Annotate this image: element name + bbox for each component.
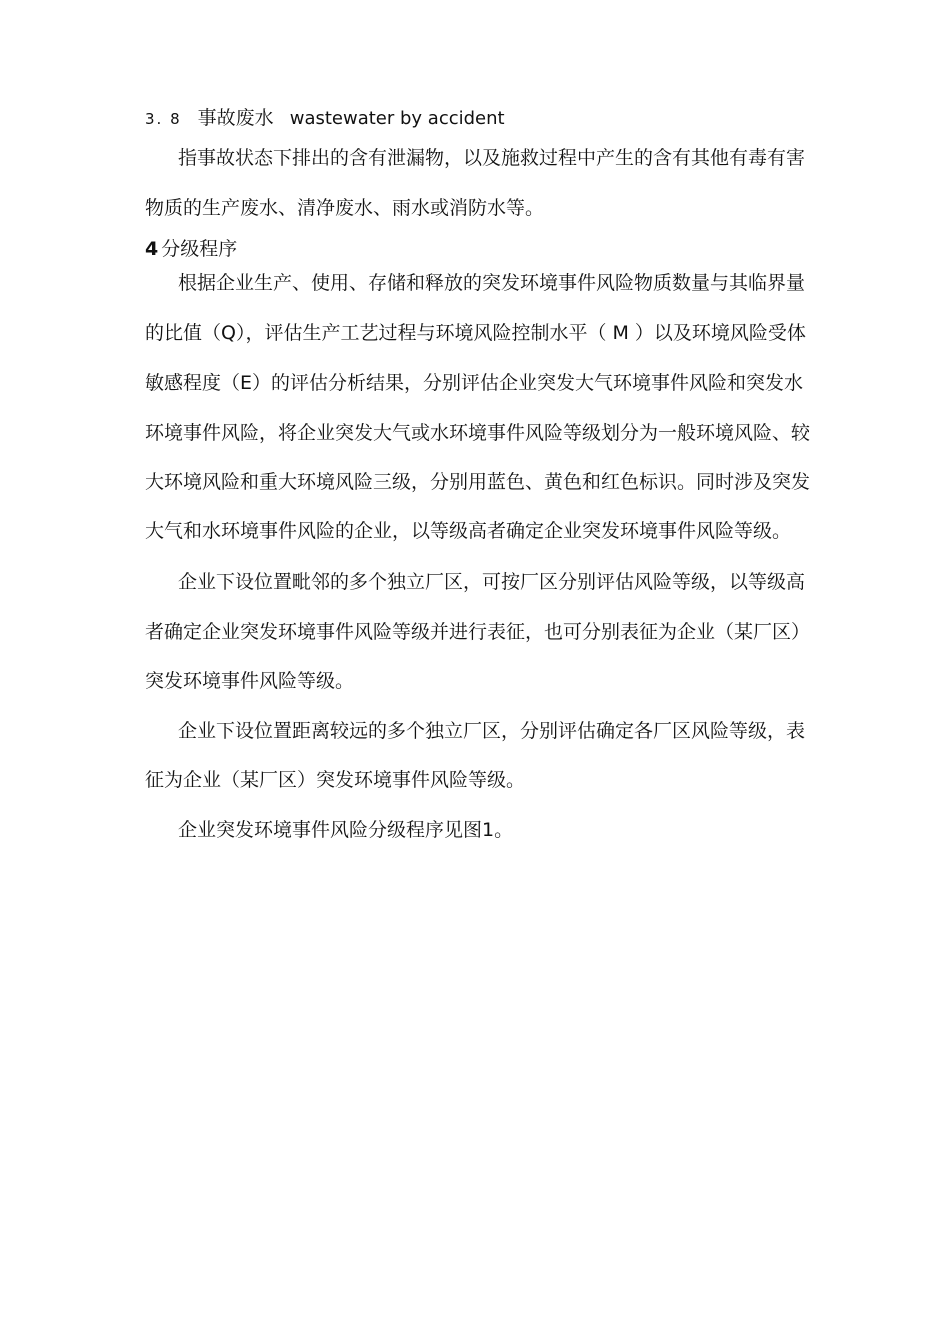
- clause-title-en: wastewater by accident: [289, 108, 505, 129]
- clause-number: 3. 8: [145, 110, 182, 128]
- paragraph-line: 敏感程度（E）的评估分析结果，分别评估企业突发大气环境事件风险和突发水: [145, 372, 804, 394]
- section-title: 分级程序: [161, 238, 238, 260]
- paragraph-line: 环境事件风险，将企业突发大气或水环境事件风险等级划分为一般环境风险、较: [145, 422, 811, 444]
- paragraph-line: 大环境风险和重大环境风险三级，分别用蓝色、黄色和红色标识。同时涉及突发: [145, 471, 811, 493]
- paragraph-line: 企业下设位置毗邻的多个独立厂区，可按厂区分别评估风险等级，以等级高: [178, 571, 806, 593]
- paragraph-line: 征为企业（某厂区）突发环境事件风险等级。: [145, 769, 526, 791]
- paragraph-line: 突发环境事件风险等级。: [145, 670, 355, 692]
- paragraph-line: 的比值（Q），评估生产工艺过程与环境风险控制水平（ M ）以及环境风险受体: [145, 322, 806, 344]
- paragraph-line: 企业下设位置距离较远的多个独立厂区，分别评估确定各厂区风险等级，表: [178, 720, 806, 742]
- clause-3-8-heading: [145, 106, 505, 131]
- paragraph-line: 企业突发环境事件风险分级程序见图1。: [178, 819, 514, 841]
- section-number: 4: [145, 238, 159, 260]
- definition-line: 物质的生产废水、清净废水、雨水或消防水等。: [145, 197, 545, 219]
- paragraph-line: 大气和水环境事件风险的企业，以等级高者确定企业突发环境事件风险等级。: [145, 520, 792, 542]
- paragraph-line: 根据企业生产、使用、存储和释放的突发环境事件风险物质数量与其临界量: [178, 272, 806, 294]
- paragraph-line: 者确定企业突发环境事件风险等级并进行表征，也可分别表征为企业（某厂区）: [145, 621, 811, 643]
- section-4-heading: [145, 237, 237, 261]
- definition-line: 指事故状态下排出的含有泄漏物，以及施救过程中产生的含有其他有毒有害: [178, 147, 806, 169]
- clause-title-zh: 事故废水: [197, 107, 274, 129]
